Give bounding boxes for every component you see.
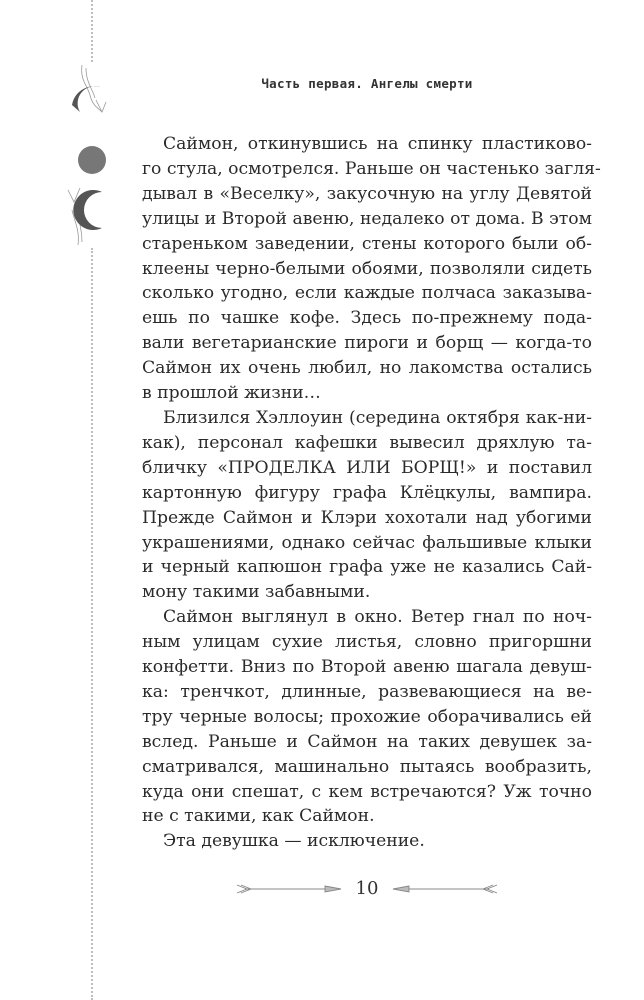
- text-line: куда они спешат, с кем встречаются? Уж точно: [142, 781, 592, 802]
- paragraph: [142, 406, 592, 605]
- text-line: ешь по чашке кофе. Здесь по-прежнему пода-: [142, 308, 592, 329]
- paragraph: [142, 132, 601, 406]
- arrow-right-ornament-icon: [237, 883, 342, 895]
- text-line: Эта девушка — исключение.: [163, 831, 425, 852]
- text-line: в прошлой жизни…: [142, 383, 321, 404]
- margin-dotted-rule-bottom: [91, 248, 93, 1000]
- moon-phases-ornament-icon: [62, 60, 122, 250]
- page-body-text: [142, 132, 601, 854]
- margin-dotted-rule-top: [91, 0, 93, 62]
- running-header: Часть первая. Ангелы смерти: [261, 76, 473, 91]
- text-line: тру черные волосы; прохожие оборачивались ей: [142, 706, 592, 727]
- text-line: вслед. Раньше и Саймон на таких девушек за-: [142, 731, 592, 752]
- text-line: го стула, осмотрелся. Раньше он частенько загля-: [142, 158, 601, 179]
- text-line: конфетти. Вниз по Второй авеню шагала девуш-: [142, 657, 592, 678]
- text-line: и черный капюшон графа уже не казались Сай-: [142, 557, 592, 578]
- text-line: Близился Хэллоуин (середина октября как-ни-: [163, 407, 592, 428]
- arrow-left-ornament-icon: [392, 883, 497, 895]
- text-line: ным улицам сухие листья, словно пригоршни: [142, 632, 592, 653]
- text-line: картонную фигуру графа Клёцкулы, вампира.: [142, 482, 592, 503]
- text-line: как), персонал кафешки вывесил дряхлую та-: [142, 432, 592, 453]
- text-line: улицы и Второй авеню, недалеко от дома. В этом: [142, 208, 592, 229]
- text-line: ка: тренчкот, длинные, развевающиеся на ве-: [142, 681, 592, 702]
- text-line: дывал в «Веселку», закусочную на углу Девятой: [142, 183, 592, 204]
- text-line: не с такими, как Саймон.: [142, 806, 375, 827]
- text-line: сматривался, машинально пытаясь вообразить,: [142, 756, 592, 777]
- text-line: мону такими забавными.: [142, 582, 371, 603]
- page-footer: [142, 878, 592, 899]
- text-line: вали вегетарианские пироги и борщ — когда-то: [142, 333, 592, 354]
- text-line: бличку «ПРОДЕЛКА ИЛИ БОРЩ!» и поставил: [142, 457, 592, 478]
- text-line: клеены черно-белыми обоями, позволяли сидеть: [142, 258, 592, 279]
- page-number: 10: [355, 878, 379, 899]
- text-line: Саймон их очень любил, но лакомства остались: [142, 358, 592, 379]
- text-line: Саймон, откинувшись на спинку пластиково-: [163, 134, 592, 154]
- text-line: Прежде Саймон и Клэри хохотали над убогими: [142, 507, 592, 528]
- text-line: сколько угодно, если каждые полчаса заказыва-: [142, 283, 592, 304]
- text-line: стареньком заведении, стены которого были об-: [142, 233, 592, 254]
- text-line: украшениями, однако сейчас фальшивые клыки: [142, 532, 592, 553]
- paragraph: [142, 829, 592, 854]
- paragraph: [142, 605, 592, 829]
- text-line: Саймон выглянул в окно. Ветер гнал по ноч-: [163, 607, 592, 628]
